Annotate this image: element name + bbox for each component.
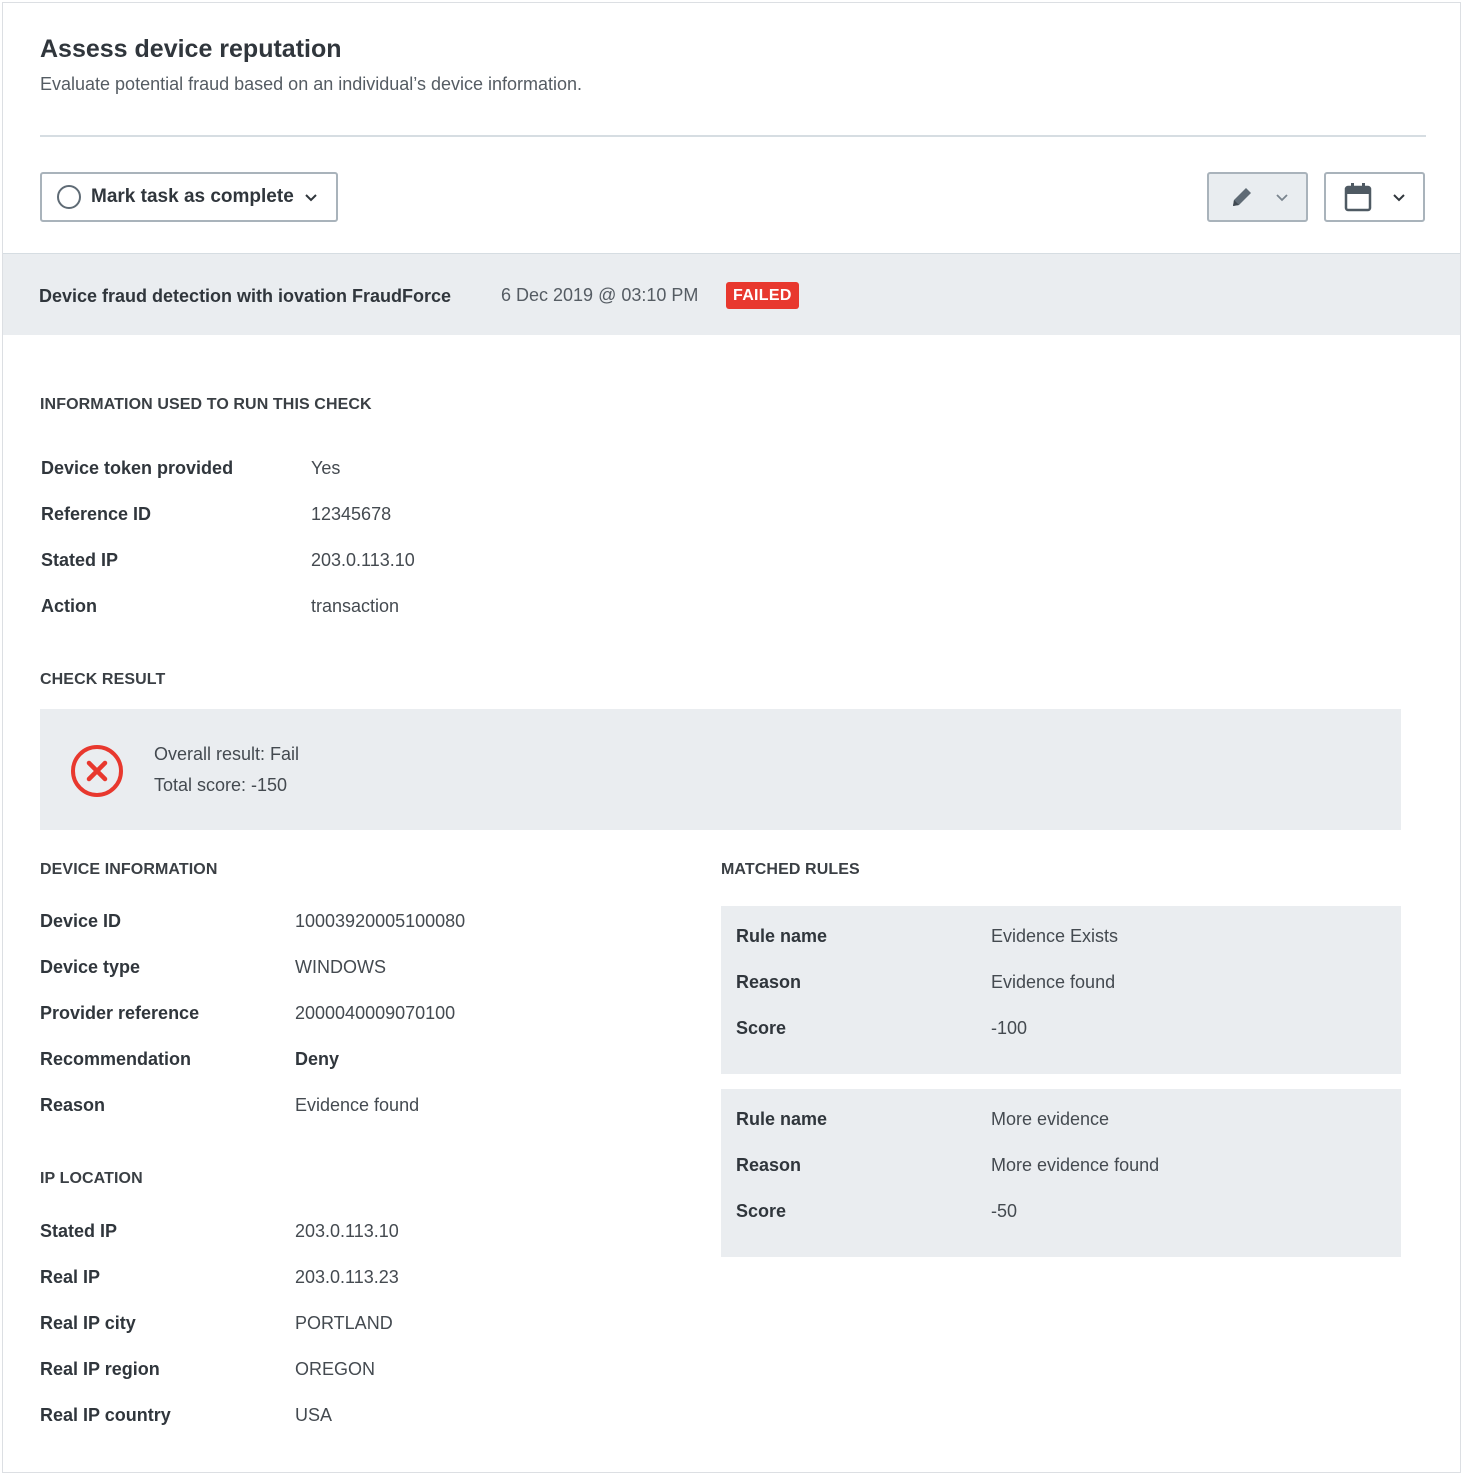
rule-card (721, 1089, 1401, 1257)
ip-label: Stated IP (40, 1221, 118, 1241)
device-label: Recommendation (40, 1049, 192, 1069)
info-label: Reference ID (41, 504, 152, 524)
ip-location-heading: IP LOCATION (40, 1170, 143, 1187)
device-value: WINDOWS (295, 957, 386, 977)
task-panel (2, 2, 1461, 1473)
device-value: 2000040009070100 (295, 1003, 456, 1023)
info-label: Action (41, 596, 97, 616)
ip-value: 203.0.113.10 (295, 1221, 399, 1241)
total-score: Total score: -150 (154, 775, 288, 795)
rule-label: Score (736, 1201, 787, 1221)
info-label: Stated IP (41, 550, 119, 570)
ip-label: Real IP (40, 1267, 101, 1287)
device-label: Provider reference (40, 1003, 200, 1023)
rule-label: Reason (736, 1155, 802, 1175)
ip-label: Real IP city (40, 1313, 136, 1333)
device-label: Reason (40, 1095, 106, 1115)
fail-x-icon (69, 743, 125, 799)
ip-label: Real IP region (40, 1359, 160, 1379)
circle-icon (57, 185, 81, 209)
ip-value: PORTLAND (295, 1313, 393, 1333)
info-value: 12345678 (311, 504, 392, 524)
mark-complete-label: Mark task as complete (91, 186, 294, 207)
chevron-down-icon (1275, 192, 1289, 202)
mark-complete-button[interactable] (40, 172, 338, 222)
info-value: 203.0.113.10 (311, 550, 415, 570)
info-value: Yes (311, 458, 341, 478)
ip-value: OREGON (295, 1359, 376, 1379)
pencil-icon (1229, 184, 1255, 210)
device-value: Evidence found (295, 1095, 420, 1115)
chevron-down-icon (304, 192, 318, 202)
check-result-heading: CHECK RESULT (40, 671, 166, 688)
chevron-down-icon (1392, 192, 1406, 202)
device-label: Device ID (40, 911, 122, 931)
recommendation-value: Deny (295, 1049, 340, 1069)
device-info-heading: DEVICE INFORMATION (40, 861, 218, 878)
device-value: 10003920005100080 (295, 911, 466, 931)
page-title: Assess device reputation (40, 35, 342, 63)
device-label: Device type (40, 957, 141, 977)
check-header (3, 253, 1460, 335)
schedule-menu-button[interactable] (1324, 172, 1425, 222)
edit-menu-button[interactable] (1207, 172, 1308, 222)
rule-label: Score (736, 1018, 787, 1038)
rule-value: Evidence found (991, 972, 1116, 992)
header-divider (40, 135, 1426, 137)
rule-card (721, 906, 1401, 1074)
rule-label: Rule name (736, 1109, 828, 1129)
info-value: transaction (311, 596, 400, 616)
matched-rules-heading: MATCHED RULES (721, 861, 860, 878)
info-label: Device token provided (41, 458, 234, 478)
page-subtitle: Evaluate potential fraud based on an individual’s device information. (40, 74, 583, 94)
rule-label: Rule name (736, 926, 828, 946)
overall-result: Overall result: Fail (154, 744, 300, 764)
status-badge: FAILED (726, 282, 799, 309)
ip-label: Real IP country (40, 1405, 171, 1425)
rule-value: More evidence found (991, 1155, 1160, 1175)
ip-value: 203.0.113.23 (295, 1267, 399, 1287)
check-result-panel (40, 709, 1401, 830)
rule-value: -50 (991, 1201, 1018, 1221)
check-name: Device fraud detection with iovation FraudForce (39, 286, 452, 306)
rule-value: -100 (991, 1018, 1028, 1038)
rule-value: Evidence Exists (991, 926, 1119, 946)
check-date: 6 Dec 2019 @ 03:10 PM (501, 285, 699, 305)
calendar-icon (1344, 182, 1372, 212)
ip-value: USA (295, 1405, 333, 1425)
rule-value: More evidence (991, 1109, 1110, 1129)
rule-label: Reason (736, 972, 802, 992)
info-heading: INFORMATION USED TO RUN THIS CHECK (40, 396, 372, 413)
